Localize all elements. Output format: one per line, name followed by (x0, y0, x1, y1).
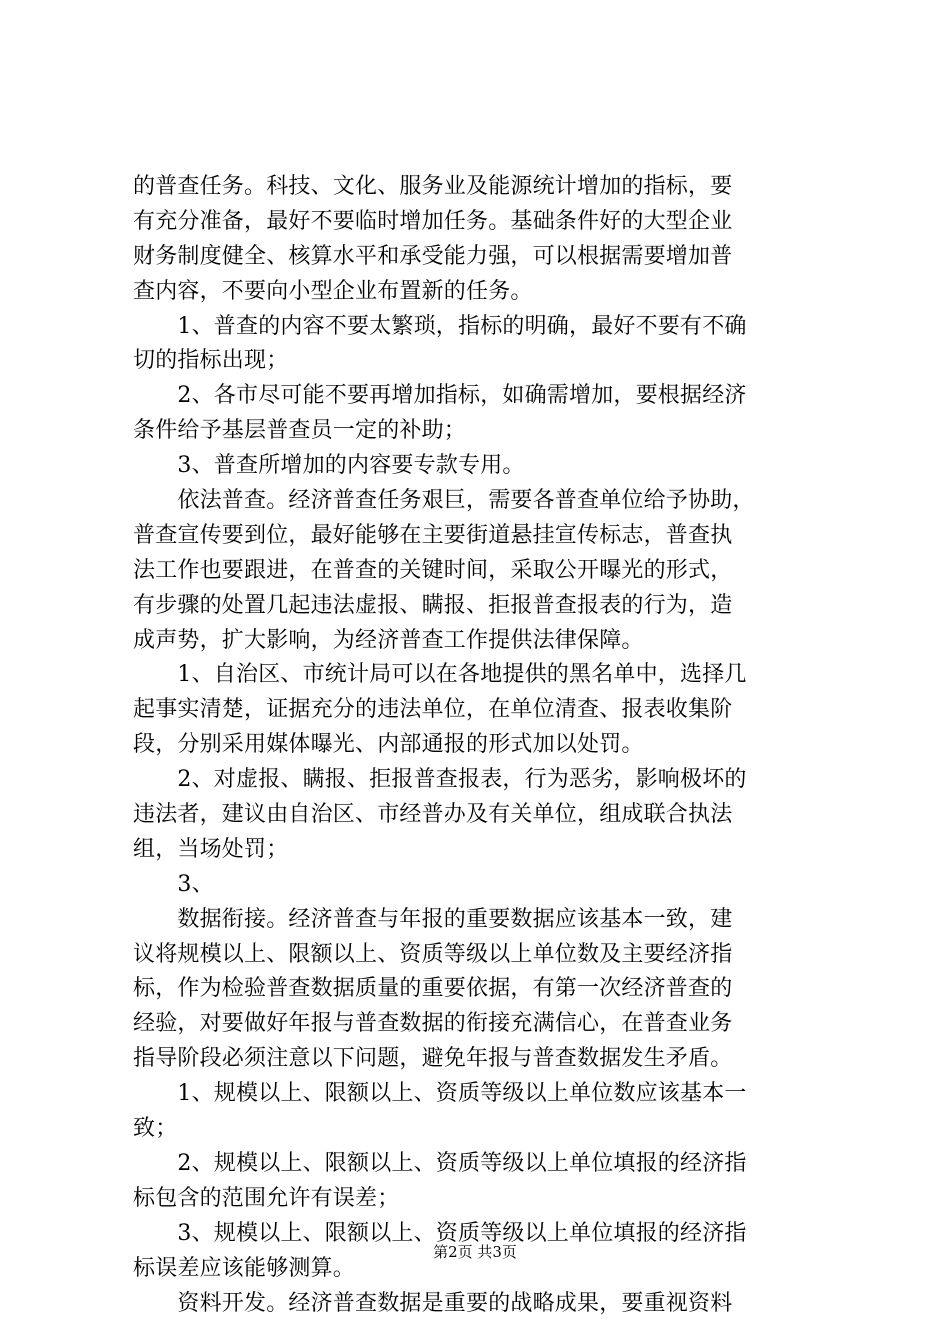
text-line: 1、普查的内容不要太繁琐，指标的明确，最好不要有不确 (133, 313, 747, 339)
page-footer: 第2页 共3页 (433, 1243, 517, 1261)
text-line: 1、规模以上、限额以上、资质等级以上单位数应该基本一 (133, 1081, 747, 1107)
text-line: 依法普查。经济普查任务艰巨，需要各普查单位给予协助， (133, 488, 755, 514)
text-line: 2、各市尽可能不要再增加指标，如确需增加，要根据经济 (133, 383, 747, 409)
text-line: 标包含的范围允许有误差； (133, 1185, 400, 1211)
text-line: 法工作也要跟进，在普查的关键时间，采取公开曝光的形式， (133, 557, 733, 583)
text-line: 的普查任务。科技、文化、服务业及能源统计增加的指标，要 (133, 174, 733, 199)
text-line: 标，作为检验普查数据质量的重要依据，有第一次经济普查的 (133, 976, 733, 1002)
text-line: 有充分准备，最好不要临时增加任务。基础条件好的大型企业 (133, 208, 733, 234)
text-line: 财务制度健全、核算水平和承受能力强，可以根据需要增加普 (133, 243, 733, 269)
text-line: 3、规模以上、限额以上、资质等级以上单位填报的经济指 (133, 1220, 747, 1246)
text-line: 成声势，扩大影响，为经济普查工作提供法律保障。 (133, 627, 644, 653)
text-line: 2、规模以上、限额以上、资质等级以上单位填报的经济指 (133, 1150, 747, 1176)
text-line: 段，分别采用媒体曝光、内部通报的形式加以处罚。 (133, 732, 644, 758)
text-line: 指导阶段必须注意以下问题，避免年报与普查数据发生矛盾。 (133, 1046, 733, 1072)
text-line: 组，当场处罚； (133, 836, 289, 862)
text-line: 资料开发。经济普查数据是重要的战略成果，要重视资料 (133, 1290, 733, 1316)
text-line: 3、 (133, 871, 214, 897)
text-line: 违法者，建议由自治区、市经普办及有关单位，组成联合执法 (133, 802, 733, 828)
text-line: 有步骤的处置几起违法虚报、瞒报、拒报普查报表的行为，造 (133, 592, 733, 618)
text-line: 数据衔接。经济普查与年报的重要数据应该基本一致，建 (133, 906, 733, 932)
text-line: 致； (133, 1116, 178, 1142)
body-text (133, 170, 833, 1321)
text-line: 切的指标出现； (133, 348, 289, 374)
text-line: 查内容，不要向小型企业布置新的任务。 (133, 278, 533, 304)
text-line: 议将规模以上、限额以上、资质等级以上单位数及主要经济指 (133, 941, 733, 967)
text-line: 起事实清楚，证据充分的违法单位，在单位清查、报表收集阶 (133, 697, 733, 723)
text-line: 3、普查所增加的内容要专款专用。 (133, 453, 525, 479)
text-line: 2、对虚报、瞒报、拒报普查报表，行为恶劣，影响极坏的 (133, 767, 747, 793)
text-line: 1、自治区、市统计局可以在各地提供的黑名单中，选择几 (133, 662, 747, 688)
text-line: 普查宣传要到位，最好能够在主要街道悬挂宣传标志，普查执 (133, 522, 733, 548)
text-line: 标误差应该能够测算。 (133, 1255, 356, 1281)
text-line: 经验，对要做好年报与普查数据的衔接充满信心，在普查业务 (133, 1011, 733, 1037)
text-line: 条件给予基层普查员一定的补助； (133, 418, 467, 444)
